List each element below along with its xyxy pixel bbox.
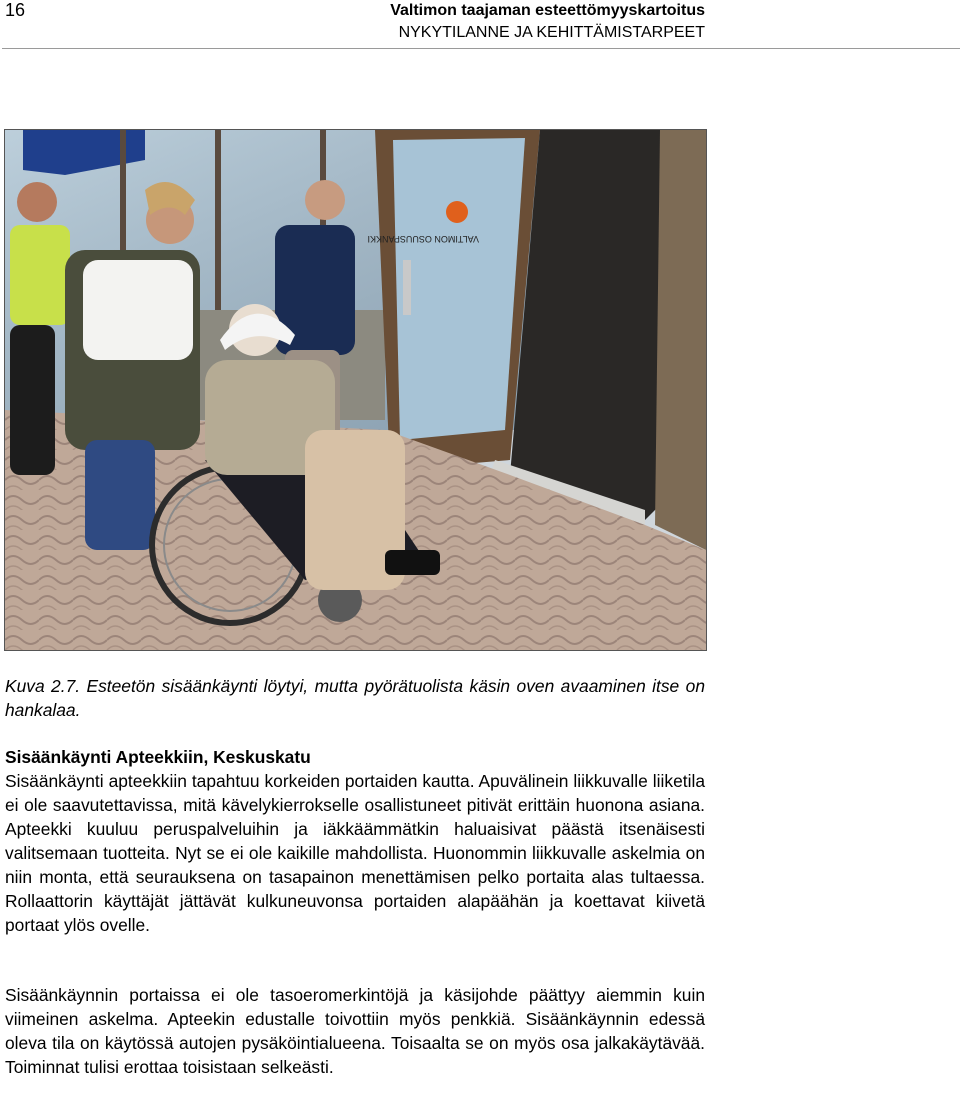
page-number: 16 — [5, 0, 26, 20]
door-sign-text: VALTIMON OSUUSPANKKI — [367, 234, 479, 244]
running-header — [390, 0, 705, 44]
section-heading: Sisäänkäynti Apteekkiin, Keskuskatu — [5, 747, 311, 767]
body-paragraph-1: Sisäänkäynti apteekkiin tapahtuu korkeiden portaiden kautta. Apuvälinein liikkuvalle liiketila ei ole saavutettavissa, mitä kävelykierrokselle osallistuneet pitivät erittäin huonona asiana. Apteekki kuuluu peruspalveluihin ja iäkkäämmätkin haluaisivat päästä itsenäisesti valitsemaan tuotteita. Nyt se ei ole kaikille mahdollista. Huonommin liikkuvalle askelmia on niin monta, että seurauksena on tasapainon menettämisen pelko portaita alas tultaessa. Rollaattorin käyttäjät jättävät kulkuneuvonsa portaiden alapäähän ja koettavat kiivetä portaat ylös ovelle. — [5, 771, 705, 935]
document-title: Valtimon taajaman esteettömyyskartoitus — [390, 2, 705, 19]
body-paragraph-2: Sisäänkäynnin portaissa ei ole tasoeromerkintöjä ja käsijohde päättyy aiemmin kuin viimeinen askelma. Apteekin edustalle toivottiin myös penkkiä. Sisäänkäynnin edessä oleva tila on käytössä autojen pysäköintialueena. Toisaalta se on myös osa jalkakäytävää. Toiminnat tulisi erottaa toisistaan selkeästi. — [5, 985, 705, 1077]
document-subtitle: NYKYTILANNE JA KEHITTÄMISTARPEET — [398, 24, 705, 41]
figure-caption: Kuva 2.7. Esteetön sisäänkäynti löytyi, mutta pyörätuolista käsin oven avaaminen itse on hankalaa. — [5, 676, 705, 720]
photo-wheelchair-entrance — [4, 129, 707, 651]
header-divider — [2, 48, 960, 49]
